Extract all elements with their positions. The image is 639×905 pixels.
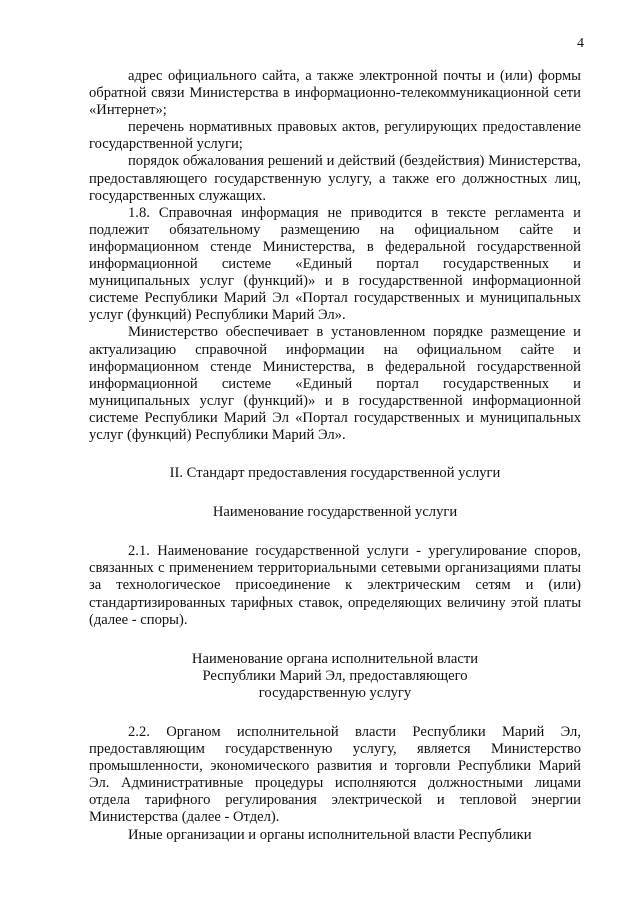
paragraph-2-1: 2.1. Наименование государственной услуги - урегулирование споров, связанных с применением территориальными сетевыми организациями платы за технологическое присоединение к электрическим сетям и (или) стандартизированных тарифных ставок, определяющих величину этой платы (далее - споры). xyxy=(89,543,581,628)
paragraph-2-2: 2.2. Органом исполнительной власти Республики Марий Эл, предоставляющим государственную услугу, является Министерство промышленности, экономического развития и торговли Республики Марий Эл. Административные процедуры исполняются должностными лицами отдела тарифного регулирования электрической и тепловой энергии Министерства (далее - Отдел). xyxy=(89,724,581,826)
paragraph-legal-acts: перечень нормативных правовых актов, регулирующих предоставление государственной услуги; xyxy=(89,119,581,153)
paragraph-ministry-ensures: Министерство обеспечивает в установленном порядке размещение и актуализацию справочной информации на официальном сайте и информационном стенде Министерства, в федеральной государственной информационной системе «Единый портал государственных и муниципальных услуг (функций)» и в государственной информационной системе Республики Марий Эл «Портал государственных и муниципальных услуг (функций) Республики Марий Эл». xyxy=(89,324,581,443)
paragraph-other-organizations: Иные организации и органы исполнительной власти Республики xyxy=(128,826,532,843)
document-body xyxy=(89,68,581,844)
paragraph-official-site: адрес официального сайта, а также электронной почты и (или) формы обратной связи Министерства в информационно-телекоммуникационной сети «Интернет»; xyxy=(89,68,581,119)
subheading-line: государственную услугу xyxy=(258,684,412,701)
subheading-line: Республики Марий Эл, предоставляющего xyxy=(202,667,468,684)
subheading-line: Наименование органа исполнительной власти xyxy=(191,650,479,667)
subheading-service-name: Наименование государственной услуги xyxy=(212,504,458,521)
paragraph-1-8: 1.8. Справочная информация не приводится в тексте регламента и подлежит обязательному размещению на официальном сайте и информационном стенде Министерства, в федеральной государственной информационной системе «Единый портал государственных и муниципальных услуг (функций)» и в государственной информационной системе Республики Марий Эл «Портал государственных и муниципальных услуг (функций) Республики Марий Эл». xyxy=(89,204,581,324)
paragraph-appeal-procedure: порядок обжалования решений и действий (бездействия) Министерства, предоставляющего государственную услугу, а также его должностных лиц, государственных служащих. xyxy=(89,153,581,204)
section-heading: II. Стандарт предоставления государственной услуги xyxy=(169,465,501,482)
page-number: 4 xyxy=(577,36,584,51)
subheading-executive-body xyxy=(89,651,581,702)
